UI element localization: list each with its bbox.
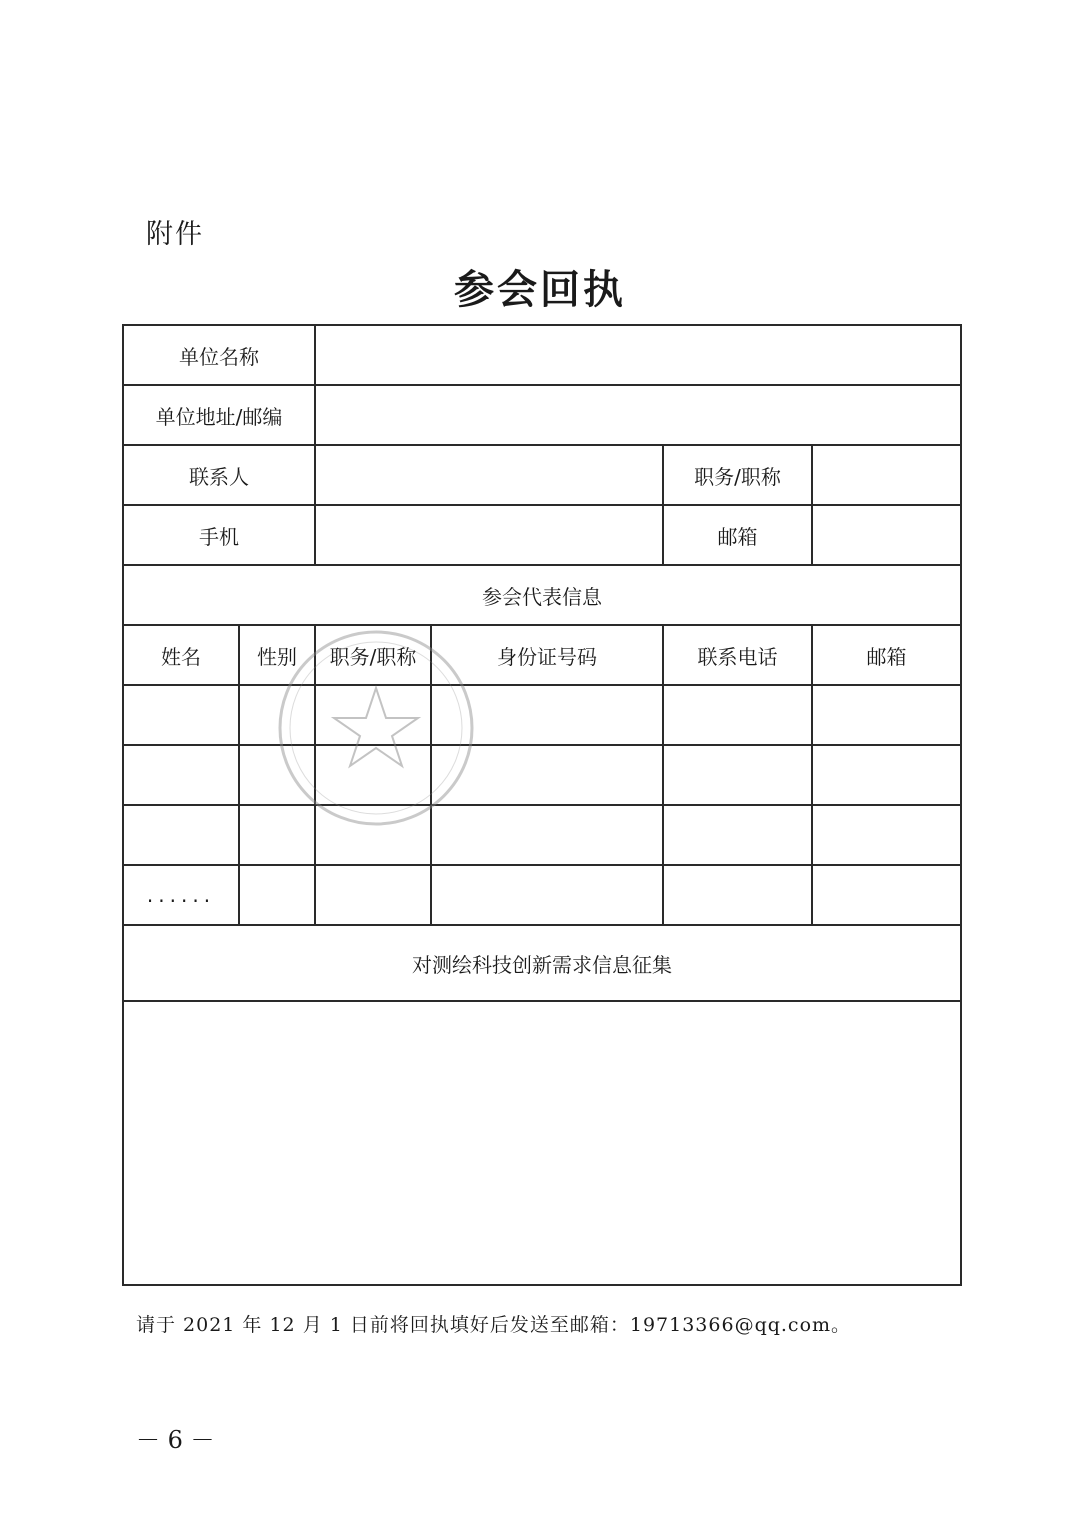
rep-row (123, 805, 961, 865)
rep-header-id-number: 身份证号码 (431, 625, 663, 685)
rep-header-position: 职务/职称 (315, 625, 431, 685)
rep-cell[interactable] (812, 685, 961, 745)
rep-cell[interactable] (239, 745, 315, 805)
contact-field[interactable] (315, 445, 663, 505)
rep-cell[interactable] (431, 745, 663, 805)
rep-row (123, 745, 961, 805)
rep-cell[interactable] (239, 865, 315, 925)
unit-address-row (123, 385, 961, 445)
unit-name-field[interactable] (315, 325, 961, 385)
demand-input-area[interactable] (123, 1001, 961, 1285)
rep-cell[interactable] (663, 745, 812, 805)
mobile-row (123, 505, 961, 565)
rep-row (123, 685, 961, 745)
unit-name-label: 单位名称 (123, 325, 315, 385)
demand-section-heading: 对测绘科技创新需求信息征集 (123, 925, 961, 1001)
contact-label: 联系人 (123, 445, 315, 505)
demand-section-row (123, 925, 961, 1001)
contact-row (123, 445, 961, 505)
rep-header-phone: 联系电话 (663, 625, 812, 685)
demand-input-row (123, 1001, 961, 1285)
page-number: － 6 － (136, 1426, 215, 1454)
rep-header-name: 姓名 (123, 625, 239, 685)
rep-cell[interactable] (315, 745, 431, 805)
mobile-field[interactable] (315, 505, 663, 565)
submission-note: 请于 2021 年 12 月 1 日前将回执填好后发送至邮箱：19713366@qq.com。 (136, 1314, 852, 1336)
rep-cell[interactable] (315, 685, 431, 745)
rep-cell[interactable] (239, 805, 315, 865)
rep-section-row (123, 565, 961, 625)
attachment-label: 附件 (146, 219, 204, 250)
rep-cell[interactable] (315, 865, 431, 925)
rep-cell[interactable] (663, 805, 812, 865)
position-label: 职务/职称 (663, 445, 812, 505)
rep-cell[interactable] (431, 685, 663, 745)
unit-address-label: 单位地址/邮编 (123, 385, 315, 445)
rep-cell[interactable] (431, 865, 663, 925)
rep-cell[interactable] (431, 805, 663, 865)
rep-section-heading: 参会代表信息 (123, 565, 961, 625)
rep-cell[interactable] (812, 745, 961, 805)
unit-address-field[interactable] (315, 385, 961, 445)
rep-row (123, 865, 961, 925)
rep-cell[interactable] (123, 805, 239, 865)
mobile-label: 手机 (123, 505, 315, 565)
rep-header-email: 邮箱 (812, 625, 961, 685)
rep-cell[interactable] (812, 865, 961, 925)
unit-name-row (123, 325, 961, 385)
rep-ellipsis: ...... (123, 865, 239, 925)
rep-cell[interactable] (812, 805, 961, 865)
rep-cell[interactable] (123, 745, 239, 805)
email-label: 邮箱 (663, 505, 812, 565)
rep-cell[interactable] (663, 865, 812, 925)
position-field[interactable] (812, 445, 961, 505)
rep-header-row (123, 625, 961, 685)
rep-cell[interactable] (315, 805, 431, 865)
rep-header-gender: 性别 (239, 625, 315, 685)
rep-cell[interactable] (123, 685, 239, 745)
rep-cell[interactable] (663, 685, 812, 745)
receipt-form-table (122, 324, 962, 1286)
form-title: 参会回执 (454, 267, 626, 313)
rep-cell[interactable] (239, 685, 315, 745)
email-field[interactable] (812, 505, 961, 565)
